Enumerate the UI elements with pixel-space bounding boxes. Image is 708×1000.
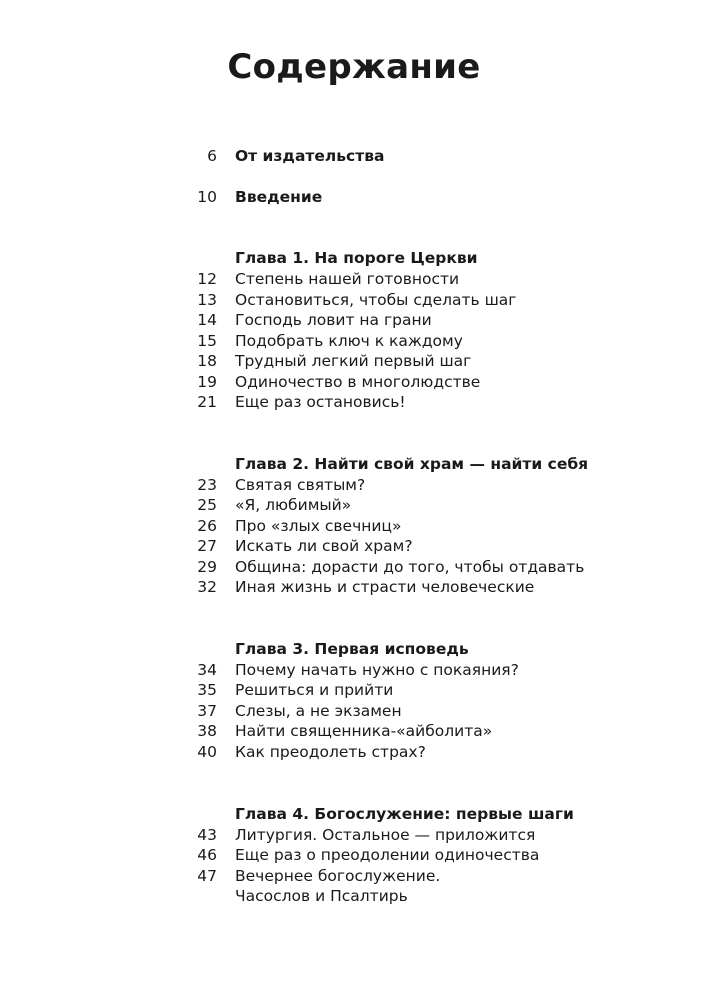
entry-title: Святая святым? [235, 475, 366, 494]
entry-title: Найти священника-«айболита» [235, 722, 493, 740]
entry-title: Еще раз остановись! [235, 393, 406, 411]
page-number: 37 [197, 701, 217, 720]
page-title: Содержание [227, 47, 481, 87]
page-number: 23 [197, 475, 217, 494]
entry-title: Подобрать ключ к каждому [235, 331, 463, 350]
entry-title: Литургия. Остальное — приложится [235, 825, 536, 844]
page-number: 25 [197, 496, 217, 514]
entry-title: От издательства [235, 147, 385, 165]
page-number: 38 [197, 722, 217, 740]
page-number: 14 [197, 311, 217, 329]
entry-title: Еще раз о преодолении одиночества [235, 846, 540, 864]
page-number: 21 [197, 393, 217, 411]
entry-title: Одиночество в многолюдстве [235, 372, 481, 391]
page-number: 27 [197, 537, 217, 555]
page-number: 18 [197, 352, 217, 370]
entry-title: Про «злых свечниц» [235, 516, 402, 535]
page-number: 47 [197, 866, 217, 885]
page-number: 40 [197, 742, 217, 761]
page-number: 35 [197, 681, 217, 699]
entry-title: Община: дорасти до того, чтобы отдавать [235, 557, 585, 576]
entry-title: Трудный легкий первый шаг [235, 352, 472, 370]
toc-page: Содержание 6 От издательства 10 Введение Глава 1. На пороге Церкви 12 Степень нашей готовности 13 Остановиться, чтобы сделать шаг 14 Господь ловит на грани 15 Подобрать ключ к каждому 18 Трудный легкий первый шаг 19 Одиночество в многолюдстве 21 Еще раз остановись! Глава 2. Найти свой храм — найти себя 23 Святая святым? 25 «Я, любимый» 26 Про «злых свечниц» 27 Искать ли свой храм? 29 Община: дорасти до того, чтобы отдавать 32 Иная жизнь и страсти человеческие Глава 3. Первая исповедь 34 Почему начать нужно с покаяния? 35 Решиться и прийти 37 Слезы, а не экзамен 38 Найти священника-«айболита» 40 Как преодолеть страх? Глава 4. Богослужение: первые шаги 43 Литургия. Остальное — приложится 46 Еще раз о преодолении одиночества 47 Вечернее богослужение. Часослов и Псалтирь [0, 0, 708, 1000]
page-number: 26 [197, 516, 217, 535]
entry-title: Как преодолеть страх? [235, 742, 426, 761]
page-number: 46 [197, 846, 217, 864]
entry-title: Степень нашей готовности [235, 270, 460, 288]
page-number: 12 [197, 270, 217, 288]
page-number: 32 [197, 578, 217, 596]
page-number: 34 [197, 660, 217, 679]
entry-title: Решиться и прийти [235, 681, 394, 699]
entry-title: Почему начать нужно с покаяния? [235, 660, 519, 679]
page-number: 43 [197, 825, 217, 844]
entry-title: Иная жизнь и страсти человеческие [235, 578, 535, 596]
entry-title: Искать ли свой храм? [235, 537, 413, 555]
entry-title: Часослов и Псалтирь [235, 887, 408, 905]
page-number: 6 [207, 147, 217, 165]
page-number: 15 [197, 331, 217, 350]
page-number: 19 [197, 372, 217, 391]
page-number: 29 [197, 557, 217, 576]
entry-title: Вечернее богослужение. [235, 866, 441, 885]
entry-title: Остановиться, чтобы сделать шаг [235, 290, 517, 309]
entry-title: Господь ловит на грани [235, 311, 432, 329]
entry-title: Введение [235, 188, 323, 206]
page-number: 13 [197, 290, 217, 309]
entry-title: Слезы, а не экзамен [235, 701, 402, 720]
entry-title: «Я, любимый» [235, 496, 352, 514]
page-number: 10 [197, 188, 217, 206]
